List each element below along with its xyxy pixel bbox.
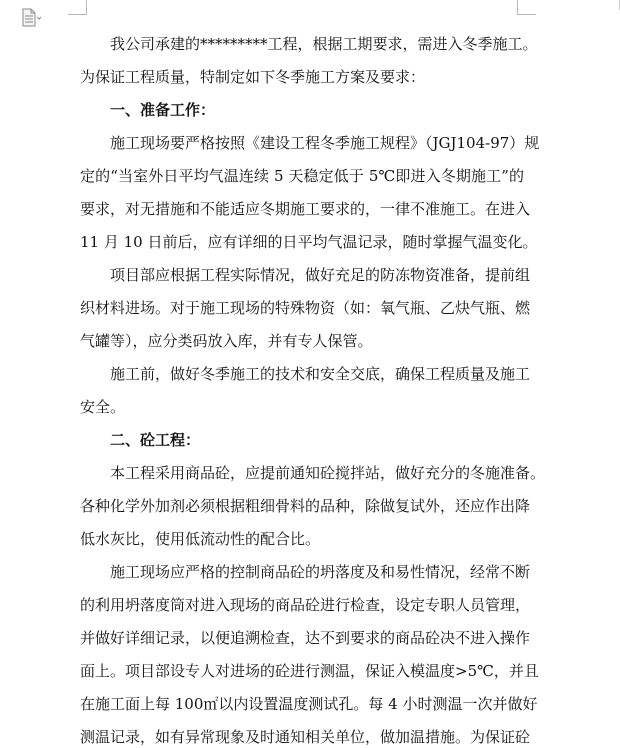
- paragraph-line: 本工程采用商品砼，应提前通知砼搅拌站，做好充分的冬施准备。: [110, 464, 546, 482]
- paragraph-line: 的利用坍落度筒对进入现场的商品砼进行检查，设定专职人员管理，: [80, 596, 531, 614]
- paragraph-line: 并做好详细记录，以便追溯检查，达不到要求的商品砼决不进入操作: [80, 629, 531, 647]
- section-heading: 二、砼工程：: [110, 431, 201, 449]
- paragraph-line: 各种化学外加剂必须根据粗细骨料的品种，除做复试外，还应作出降: [80, 497, 531, 515]
- paragraph-line: 为保证工程质量，特制定如下冬季施工方案及要求：: [80, 68, 426, 86]
- margin-corner-right: [517, 0, 536, 15]
- paragraph-line: 织材料进场。对于施工现场的特殊物资（如：氧气瓶、乙炔气瓶、燃: [80, 299, 531, 317]
- paragraph-line: 施工现场要严格按照《建设工程冬季施工规程》（JGJ104-97）规: [110, 134, 540, 152]
- paragraph-line: 面上。项目部设专人对进场的砼进行测温，保证入模温度>5℃，并且: [80, 662, 539, 680]
- paragraph-line: 要求，对无措施和不能适应冬期施工要求的，一律不准施工。在进入: [80, 200, 531, 218]
- paragraph-line: 安全。: [80, 398, 126, 416]
- paragraph-line: 项目部应根据工程实际情况，做好充足的防冻物资准备，提前组: [110, 266, 531, 284]
- paragraph-line: 11 月 10 日前后，应有详细的日平均气温记录，随时掌握气温变化。: [80, 233, 538, 251]
- paragraph-line: 气罐等），应分类码放入库，并有专人保管。: [80, 332, 373, 350]
- margin-corner-left: [68, 0, 87, 15]
- section-heading: 一、准备工作：: [110, 101, 216, 119]
- paragraph-line: 施工现场应严格的控制商品砼的坍落度及和易性情况，经常不断: [110, 563, 531, 581]
- paragraph-line: 在施工面上每 100㎡以内设置温度测试孔。每 4 小时测温一次并做好: [80, 695, 538, 713]
- paragraph-line: 低水灰比，使用低流动性的配合比。: [80, 530, 321, 548]
- document-icon[interactable]: [20, 8, 42, 28]
- paragraph-line: 测温记录，如有异常现象及时通知相关单位，做加温措施。为保证砼: [80, 728, 531, 746]
- paragraph-line: 施工前，做好冬季施工的技术和安全交底，确保工程质量及施工: [110, 365, 531, 383]
- paragraph-line: 定的“当室外日平均气温连续 5 天稳定低于 5℃即进入冬期施工”的: [80, 167, 524, 185]
- paragraph-line: 我公司承建的*********工程，根据工期要求，需进入冬季施工。: [110, 35, 538, 53]
